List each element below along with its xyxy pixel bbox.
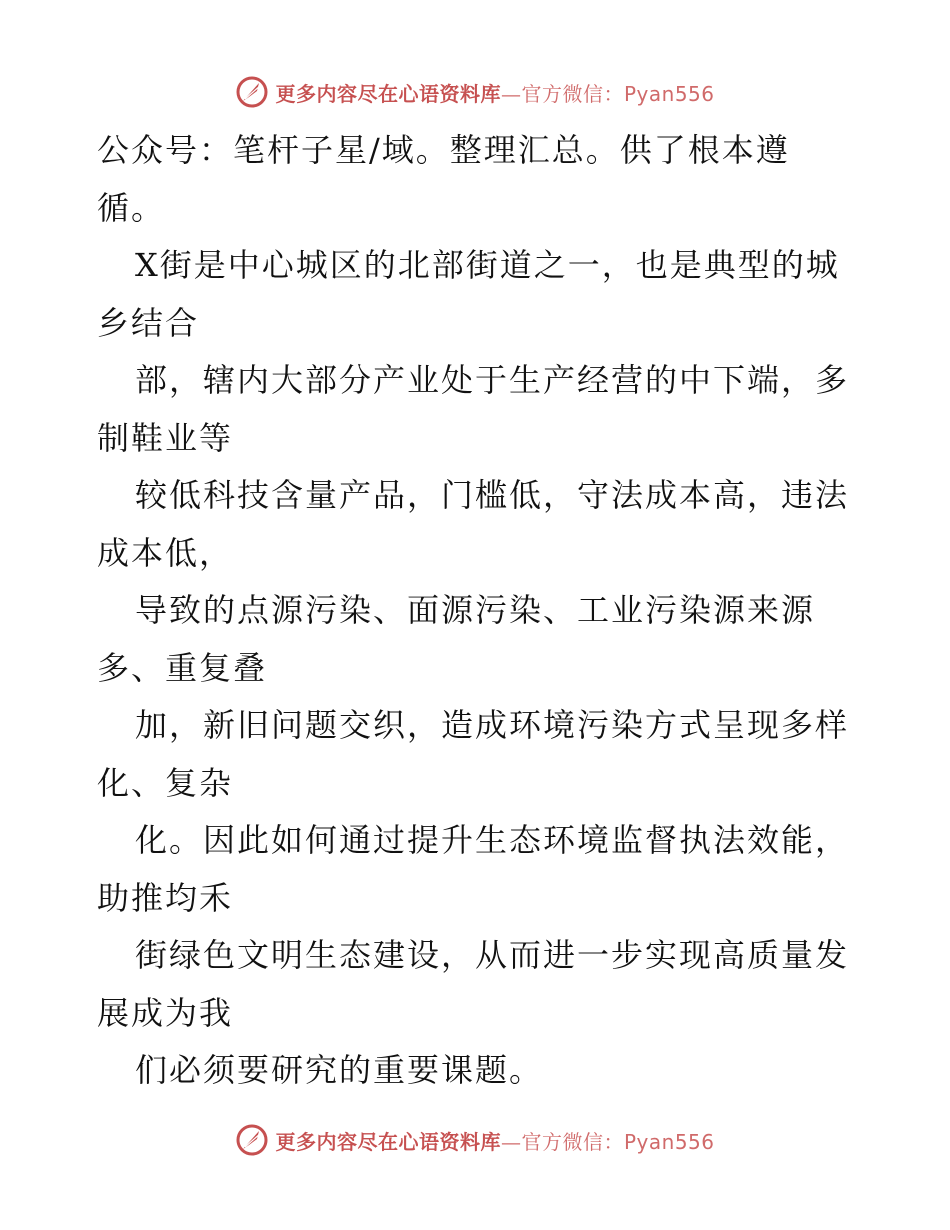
watermark-main: 更多内容尽在心语资料库 [275,1129,501,1154]
text-line: 化。因此如何通过提升生态环境监督执法效能， [135,821,850,859]
text-line: 导致的点源污染、面源污染、工业污染源来源 [135,591,816,629]
text-line: 循。 [97,188,166,227]
text-line: 化、复杂 [97,763,234,802]
watermark-footer [0,1120,950,1160]
watermark-text [275,78,714,107]
text-line: 较低科技含量产品，门槛低，守法成本高，违法 [135,476,850,514]
text-line: 多、重复叠 [97,648,268,687]
watermark-id: Pyan556 [623,1129,715,1154]
text-line: 乡结合 [97,303,200,342]
watermark-sub: —官方微信： [500,81,624,106]
text-line: X街是中心城区的北部街道之一，也是典型的城 [135,246,840,284]
text-line: 助推均禾 [97,878,234,917]
watermark-header [0,72,950,112]
text-line: 制鞋业等 [97,418,234,457]
text-line: 公众号：笔杆子星/域。整理汇总。供了根本遵 [97,131,790,169]
feather-logo-icon [235,1123,269,1157]
watermark-main: 更多内容尽在心语资料库 [275,81,501,106]
watermark-id: Pyan556 [623,81,715,106]
text-line: 们必须要研究的重要课题。 [135,1051,544,1089]
text-line: 街绿色文明生态建设，从而进一步实现高质量发 [135,936,850,974]
watermark-sub: —官方微信： [500,1129,624,1154]
document-body [97,122,877,1100]
text-line: 加，新旧问题交织，造成环境污染方式呈现多样 [135,706,850,744]
watermark-text [275,1126,714,1155]
text-line: 展成为我 [97,993,234,1032]
text-line: 成本低， [97,533,234,572]
feather-logo-icon [235,75,269,109]
text-line: 部，辖内大部分产业处于生产经营的中下端，多 [135,361,850,399]
